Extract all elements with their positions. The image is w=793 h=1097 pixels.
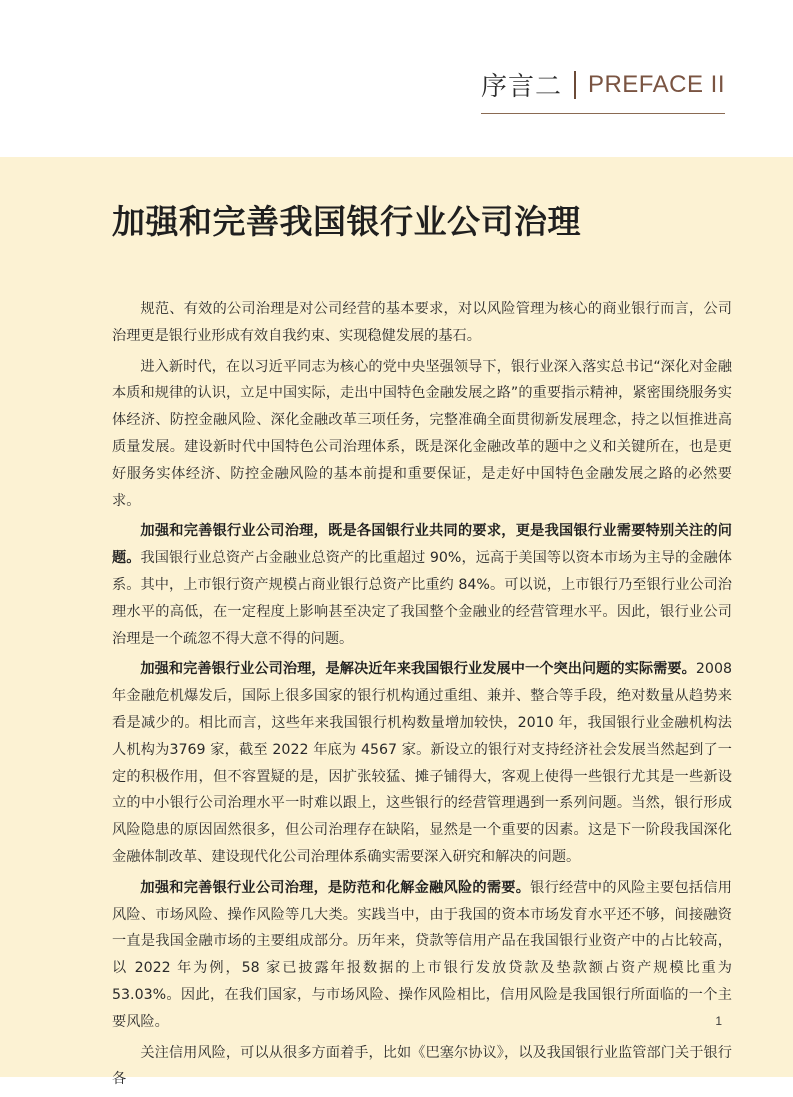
paragraph — [112, 1040, 732, 1094]
section-divider — [574, 71, 576, 99]
section-label — [481, 66, 725, 114]
page-header — [0, 0, 793, 157]
paragraph — [112, 656, 732, 870]
section-title-cn: 序言二 — [480, 72, 562, 102]
paragraph-lead: 加强和完善银行业公司治理，是解决近年来我国银行业发展中一个突出问题的实际需要。 — [140, 661, 696, 678]
body-text — [112, 296, 732, 1097]
paragraph-text: 我国银行业总资产占金融业总资产的比重超过 90%，远高于美国等以资本市场为主导的金融体系。其中，上市银行资产规模占商业银行总资产比重约 84%。可以说，上市银行乃至银行业公司治理水平的高低，在一定程度上影响甚至决定了我国整个金融业的经营管理水平。因此，银行业公司治理是一个疏忽不得大意不得的问题。 — [112, 550, 732, 647]
paragraph-text: 2008年金融危机爆发后，国际上很多国家的银行机构通过重组、兼并、整合等手段，绝对数量从趋势来看是减少的。相比而言，这些年来我国银行机构数量增加较快，2010 年，我国银行业金融机构法人机构为3769 家，截至 2022 年底为 4567 家。新设立的银行对支持经济社会发展当然起到了一定的积极作用，但不容置疑的是，因扩张较猛、摊子铺得大，客观上使得一些银行尤其是一些新设立的中小银行公司治理水平一时难以跟上，这些银行的经营管理遇到一系列问题。当然，银行形成风险隐患的原因固然很多，但公司治理存在缺陷，显然是一个重要的因素。这是下一阶段我国深化金融体制改革、建设现代化公司治理体系确实需要深入研究和解决的问题。 — [112, 661, 732, 865]
paragraph — [112, 296, 732, 350]
paragraph-lead: 加强和完善银行业公司治理，既是各国银行业共同的要求，更是我国银行业需要特别关注的问题。 — [112, 523, 732, 567]
paragraph — [112, 875, 732, 1036]
page-number: 1 — [715, 1014, 722, 1028]
paragraph — [112, 354, 732, 515]
paragraph — [112, 518, 732, 652]
section-title-en: PREFACE II — [587, 70, 725, 98]
page-title: 加强和完善我国银行业公司治理 — [112, 202, 581, 241]
paragraph-text: 规范、有效的公司治理是对公司经营的基本要求，对以风险管理为核心的商业银行而言，公司治理更是银行业形成有效自我约束、实现稳健发展的基石。 — [112, 301, 732, 344]
paragraph-text: 进入新时代，在以习近平同志为核心的党中央坚强领导下，银行业深入落实总书记“深化对金融本质和规律的认识，立足中国实际，走出中国特色金融发展之路”的重要指示精神，紧密围绕服务实体经济、防控金融风险、深化金融改革三项任务，完整准确全面贯彻新发展理念，持之以恒推进高质量发展。建设新时代中国特色公司治理体系，既是深化金融改革的题中之义和关键所在，也是更好服务实体经济、防控金融风险的基本前提和重要保证，是走好中国特色金融发展之路的必然要求。 — [112, 358, 732, 509]
paragraph-text: 银行经营中的风险主要包括信用风险、市场风险、操作风险等几大类。实践当中，由于我国的资本市场发育水平还不够，间接融资一直是我国金融市场的主要组成部分。历年来，贷款等信用产品在我国银行业资产中的占比较高，以 2022 年为例，58 家已披露年报数据的上市银行发放贷款及垫款额占资产规模比重为 53.03%。因此，在我们国家，与市场风险、操作风险相比，信用风险是我国银行所面临的一个主要风险。 — [112, 879, 732, 1030]
paragraph-lead: 加强和完善银行业公司治理，是防范和化解金融风险的需要。 — [140, 879, 531, 896]
paragraph-text: 关注信用风险，可以从很多方面着手，比如《巴塞尔协议》，以及我国银行业监管部门关于银行各 — [112, 1044, 732, 1088]
